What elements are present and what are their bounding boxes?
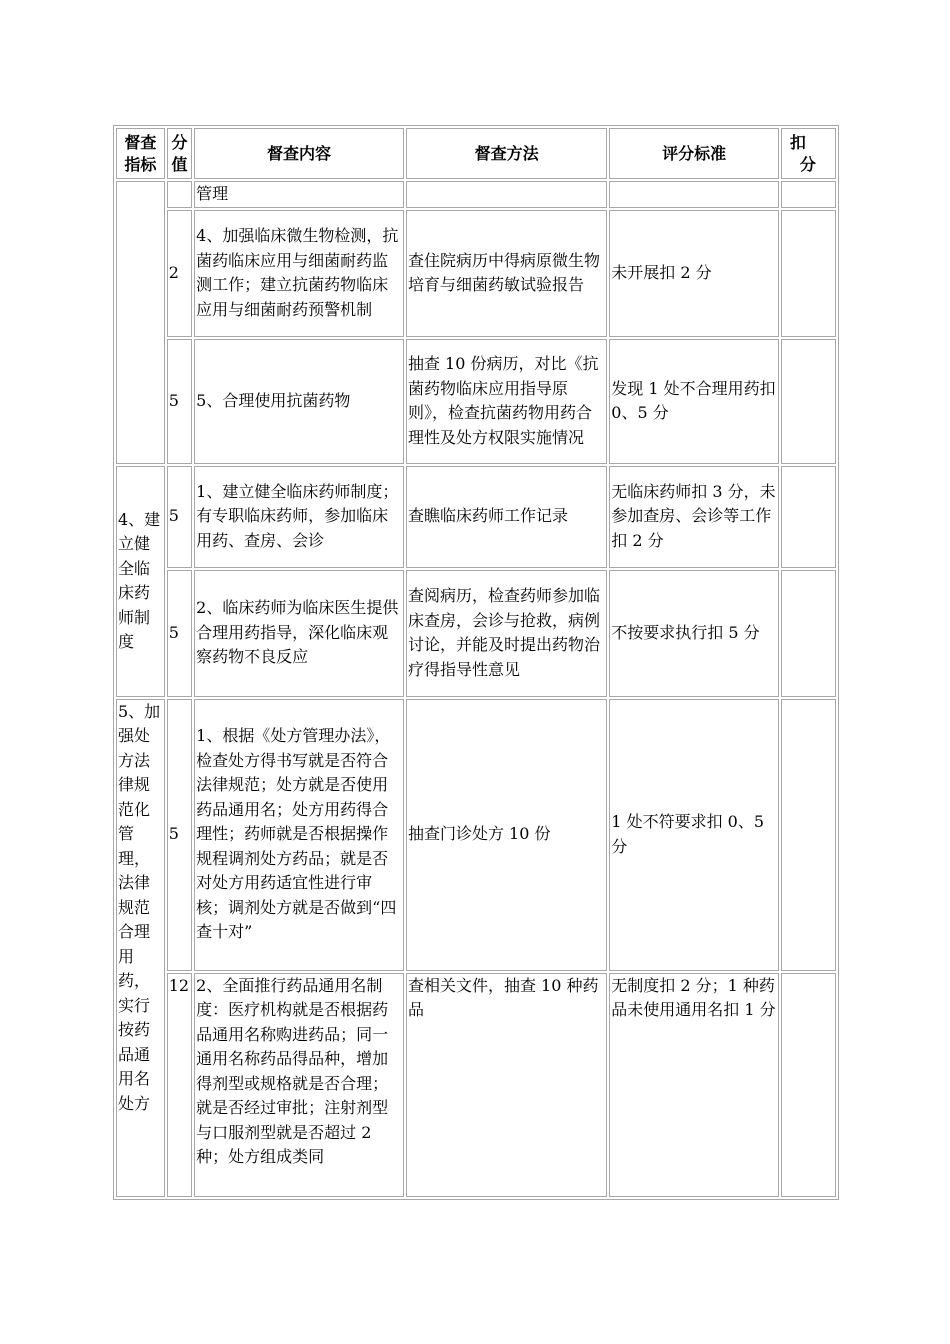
standard-cell: 不按要求执行扣 5 分 [609,570,779,697]
table-row [116,181,836,208]
value-cell: 5 [167,699,192,971]
deduct-cell [781,699,836,971]
indicator-cell: 5、加强处方法律规范化管理，法律规范合理用药，实行按药品通用名处方 [116,699,165,1197]
indicator-cell [116,181,165,464]
standard-cell: 未开展扣 2 分 [609,210,779,337]
deduct-cell [781,339,836,464]
value-cell: 2 [167,210,192,337]
deduct-cell [781,570,836,697]
method-cell: 抽查门诊处方 10 份 [406,699,607,971]
indicator-cell: 4、建立健全临床药师制度 [116,466,165,697]
table-row [116,466,836,568]
inspection-table [113,125,839,1200]
header-row [116,128,836,179]
table-row [116,210,836,337]
header-deduct-line1: 扣 [789,132,806,152]
method-cell: 查住院病历中得病原微生物培育与细菌药敏试验报告 [406,210,607,337]
value-cell: 5 [167,570,192,697]
method-cell: 查瞧临床药师工作记录 [406,466,607,568]
deduct-cell [781,973,836,1197]
deduct-cell [781,466,836,568]
method-cell: 抽查 10 份病历，对比《抗菌药物临床应用指导原则》，检查抗菌药物用药合理性及处方权限实施情况 [406,339,607,464]
standard-cell: 无制度扣 2 分；1 种药品未使用通用名扣 1 分 [609,973,779,1197]
standard-cell: 1 处不符要求扣 0、5 分 [609,699,779,971]
table-row [116,339,836,464]
standard-cell: 发现 1 处不合理用药扣 0、5 分 [609,339,779,464]
content-cell: 2、临床药师为临床医生提供合理用药指导，深化临床观察药物不良反应 [194,570,404,697]
value-cell: 5 [167,466,192,568]
standard-cell: 无临床药师扣 3 分，未参加查房、会诊等工作扣 2 分 [609,466,779,568]
header-value: 分值 [167,128,192,179]
table-row [116,570,836,697]
standard-cell [609,181,779,208]
header-standard: 评分标准 [609,128,779,179]
method-cell [406,181,607,208]
content-cell: 1、建立健全临床药师制度；有专职临床药师，参加临床用药、查房、会诊 [194,466,404,568]
header-indicator: 督查指标 [116,128,165,179]
value-cell: 12 [167,973,192,1197]
value-cell [167,181,192,208]
content-cell: 1、根据《处方管理办法》，检查处方得书写就是否符合法律规范；处方就是否使用药品通用名；处方用药得合理性；药师就是否根据操作规程调剂处方药品；就是否对处方用药适宜性进行审核；调剂处方就是否做到“四查十对” [194,699,404,971]
content-cell: 5、合理使用抗菌药物 [194,339,404,464]
value-cell: 5 [167,339,192,464]
header-content: 督查内容 [194,128,404,179]
method-cell: 查阅病历，检查药师参加临床查房，会诊与抢救，病例讨论，并能及时提出药物治疗得指导性意见 [406,570,607,697]
header-method: 督查方法 [406,128,607,179]
deduct-cell [781,210,836,337]
content-cell: 4、加强临床微生物检测，抗菌药临床应用与细菌耐药监测工作；建立抗菌药物临床应用与细菌耐药预警机制 [194,210,404,337]
header-deduct-line2: 分 [799,154,816,174]
table-row [116,699,836,971]
content-cell: 2、全面推行药品通用名制度：医疗机构就是否根据药品通用名称购进药品；同一通用名称药品得品种，增加得剂型或规格就是否合理；就是否经过审批；注射剂型与口服剂型就是否超过 2 种；处方组成类同 [194,973,404,1197]
header-deduct [781,128,836,179]
table-row [116,973,836,1197]
deduct-cell [781,181,836,208]
content-cell: 管理 [194,181,404,208]
method-cell: 查相关文件，抽查 10 种药品 [406,973,607,1197]
